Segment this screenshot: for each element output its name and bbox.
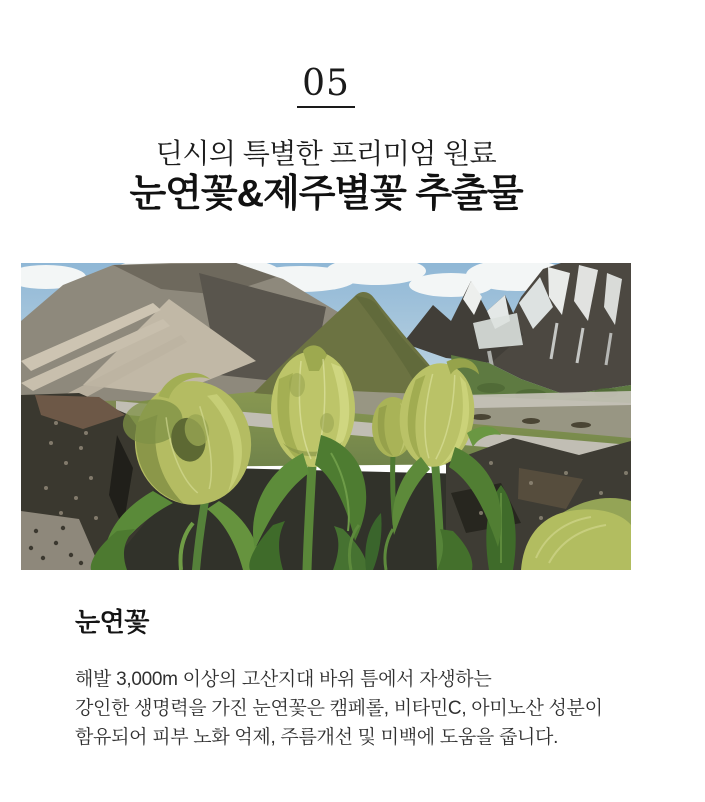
description-line: 강인한 생명력을 가진 눈연꽃은 캠페롤, 비타민C, 아미노산 성분이 bbox=[75, 698, 603, 719]
ingredient-heading: 눈연꽃 bbox=[75, 607, 149, 637]
section-title: 눈연꽃&제주별꽃 추출물 bbox=[129, 173, 523, 215]
snow-lotus-photo bbox=[21, 263, 631, 570]
section-number: 05 bbox=[297, 66, 355, 108]
section-number-wrap bbox=[21, 63, 631, 108]
section-subtitle: 딘시의 특별한 프리미엄 원료 bbox=[155, 138, 497, 169]
snow-lotus-photo-illustration bbox=[21, 263, 631, 570]
description-line: 해발 3,000m 이상의 고산지대 바위 틈에서 자생하는 bbox=[75, 669, 492, 690]
ingredient-description bbox=[75, 665, 631, 752]
description-line: 함유되어 피부 노화 억제, 주름개선 및 미백에 도움을 줍니다. bbox=[75, 727, 559, 748]
content-section bbox=[21, 0, 631, 802]
